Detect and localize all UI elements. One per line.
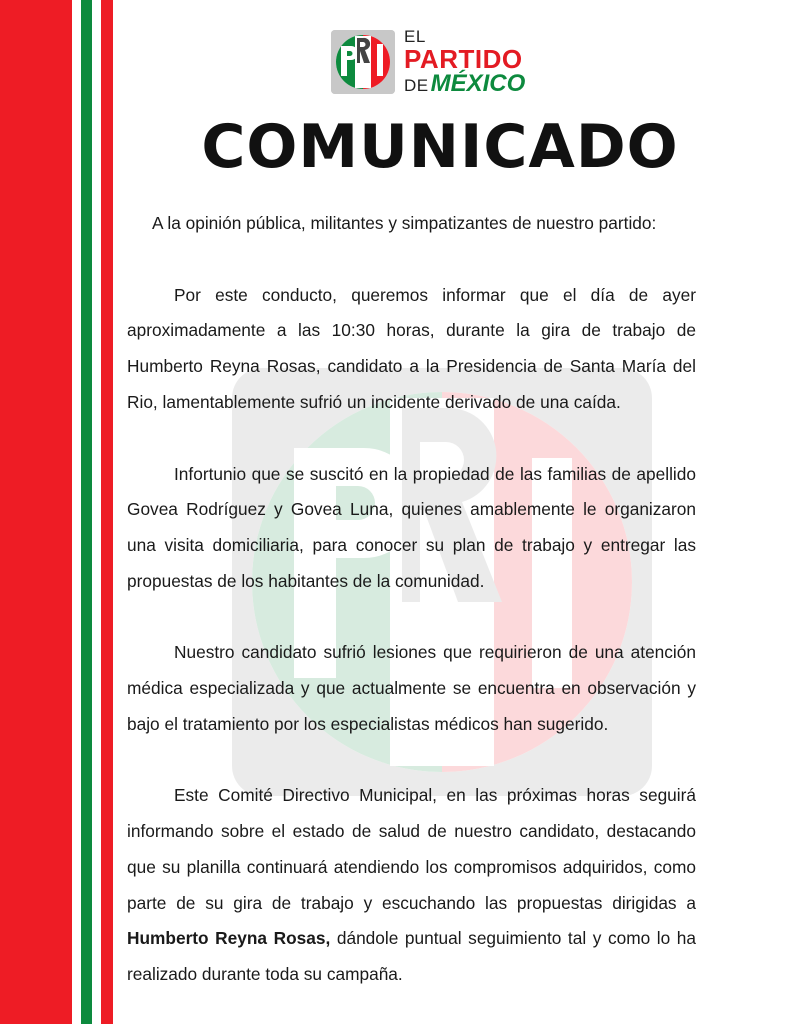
paragraph-4 <box>127 778 696 992</box>
left-red-stripe <box>0 0 72 1024</box>
paragraph-2: Infortunio que se suscitó en la propiedad de las familias de apellido Govea Rodríguez y Govea Luna, quienes amablemente le organizaron una visita domiciliaria, para conocer su plan de trabajo y entregar las propuestas de los habitantes de la comunidad. <box>127 463 696 591</box>
logo-de-mexico <box>404 72 525 96</box>
logo-partido: PARTIDO <box>404 44 523 74</box>
paragraph-1: Por este conducto, queremos informar que el día de ayer aproximadamente a las 10:30 horas, durante la gira de trabajo de Humberto Reyna Rosas, candidato a la Presidencia de Santa María del Rio, lamentablemente sufrió un incidente derivado de una caída. <box>127 284 696 412</box>
candidate-name: Humberto Reyna Rosas, <box>127 928 331 949</box>
page-title: COMUNICADO <box>201 112 679 182</box>
pri-logo-icon <box>331 30 395 94</box>
paragraph-4-end: dándole puntual seguimiento tal y como lo ha realizado durante toda su campaña. <box>127 928 696 984</box>
party-logo <box>331 28 525 96</box>
logo-wordmark <box>404 28 525 96</box>
pri-emblem-icon <box>331 30 395 94</box>
logo-de: DE <box>404 76 429 95</box>
salutation: A la opinión pública, militantes y simpatizantes de nuestro partido: <box>152 213 657 233</box>
logo-el: EL <box>404 27 426 46</box>
left-white-stripe <box>72 0 81 1024</box>
paragraph-4-start: Este Comité Directivo Municipal, en las próximas horas seguirá informando sobre el estado de salud de nuestro candidato, destacando que su planilla continuará atendiendo los compromisos adquiridos, como parte de su gira de trabajo y escuchando las propuestas dirigidas a <box>127 785 696 913</box>
logo-mexico: MÉXICO <box>430 70 526 97</box>
left-red-stripe-2 <box>101 0 113 1024</box>
paragraph-3: Nuestro candidato sufrió lesiones que requirieron de una atención médica especializada y que actualmente se encuentra en observación y bajo el tratamiento por los especialistas médicos han sugerido. <box>127 642 696 734</box>
statement-body <box>127 206 696 993</box>
left-white-stripe-2 <box>92 0 101 1024</box>
left-green-stripe <box>81 0 92 1024</box>
